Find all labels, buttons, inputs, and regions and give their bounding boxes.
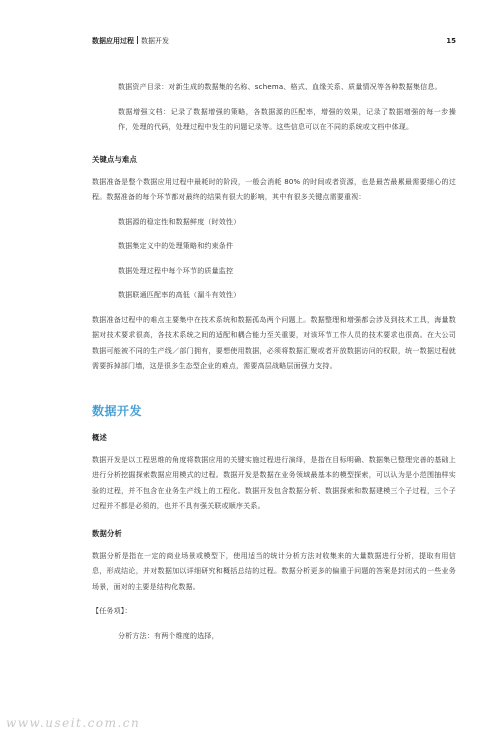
keypoint-item: 数据联通匹配率的高低（漏斗有效性） <box>118 291 241 299</box>
section-title: 数据开发 <box>92 403 143 418</box>
chapter-title: 数据开发 <box>141 37 169 45</box>
overview-heading: 概述 <box>92 432 107 442</box>
keypoint-item: 数据源的稳定性和数据鲜度（时效性） <box>118 217 241 226</box>
analysis-heading: 数据分析 <box>92 528 122 538</box>
running-title: 数据应用过程 <box>92 37 134 45</box>
difficulty-paragraph: 数据准备过程中的难点主要集中在技术系统和数据孤岛两个问题上。数据整理和增强都会涉及到技术工具，海量数据对技术要求很高，各技术系统之间的适配和耦合能力至关重要，对该环节工作人员的技术要求也很高。在大公司数据可能被不同的生产线／部门拥有，要想使用数据，必须将数据汇聚或者开放数据访问的权限，统一数据过程就需要拆掉部门墙，这是很多生态型企业的难点，需要高层战略层面强力支持。 <box>92 315 456 370</box>
method-item: 分析方法：有两个维度的选择， <box>118 631 219 640</box>
keypoint-item: 数据集定义中的处理策略和约束条件 <box>118 242 234 250</box>
header-divider <box>137 36 138 44</box>
catalog-item: 数据资产目录：对新生成的数据集的名称、schema、格式、血缘关系、质量情况等各种数据集信息。 <box>118 83 442 91</box>
keypoints-paragraph: 数据准备是整个数据应用过程中最耗时的阶段，一般会消耗 80% 的时间或者资源，也是最苦最累最需要细心的过程。数据准备的每个环节都对最终的结果有很大的影响，其中有很多关键点需要重视： <box>92 177 456 201</box>
keypoint-item: 数据处理过程中每个环节的质量监控 <box>118 266 234 275</box>
keypoints-heading: 关键点与难点 <box>92 154 137 164</box>
task-label: 【任务项】： <box>92 607 132 615</box>
docs-item: 数据增强文档：记录了数据增强的策略，各数据源的匹配率，增强的效果，记录了数据增强的每一步操作，处理的代码，处理过程中发生的问题记录等。这些信息可以在不同的系统或文档中体现。 <box>118 107 456 131</box>
watermark: www.useit.com.cn <box>6 716 141 730</box>
page-header <box>92 35 456 47</box>
page-number: 15 <box>446 37 456 45</box>
page-content <box>92 80 456 644</box>
overview-paragraph: 数据开发是以工程思维的角度将数据应用的关键实施过程进行演绎，是指在目标明确、数据集已整理完善的基础上进行分析挖掘探索数据应用模式的过程。数据开发是数据在业务领域最基本的模型探索，可以认为是小范围抽样实验的过程，并不包含在业务生产线上的工程化。数据开发包含数据分析、数据探索和数据建模三个子过程，三个子过程并不都是必须的，也并不具有强关联或顺序关系。 <box>92 455 456 510</box>
analysis-paragraph: 数据分析是指在一定的商业场景或模型下，使用适当的统计分析方法对收集来的大量数据进行分析，提取有用信息，形成结论，并对数据加以详细研究和概括总结的过程。数据分析更多的偏重于问题的答案是封闭式的一些业务场景，面对的主要是结构化数据。 <box>92 551 456 591</box>
